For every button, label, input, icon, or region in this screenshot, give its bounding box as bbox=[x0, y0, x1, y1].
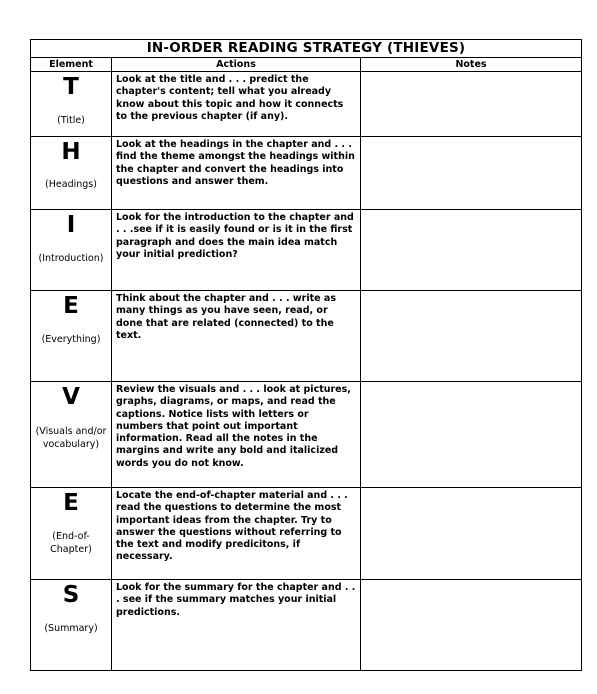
element-cell bbox=[31, 72, 112, 137]
action-cell: Look for the summary for the chapter and . . . see if the summary matches your initial predictions. bbox=[112, 580, 361, 671]
column-header-notes: Notes bbox=[361, 58, 582, 72]
element-cell bbox=[31, 210, 112, 291]
element-cell bbox=[31, 137, 112, 210]
element-letter: V bbox=[62, 384, 80, 410]
element-name: (Summary) bbox=[44, 623, 98, 634]
notes-cell[interactable] bbox=[361, 488, 582, 580]
element-cell bbox=[31, 291, 112, 382]
element-letter: H bbox=[61, 139, 81, 165]
element-letter: E bbox=[63, 293, 79, 319]
notes-cell[interactable] bbox=[361, 72, 582, 137]
element-name: (Visuals and/or vocabulary) bbox=[35, 426, 107, 450]
element-letter: T bbox=[63, 74, 79, 100]
action-cell: Look for the introduction to the chapter and . . .see if it is easily found or is it in the first paragraph and does the main idea match your initial prediction? bbox=[112, 210, 361, 291]
element-letter: E bbox=[63, 490, 79, 516]
action-cell: Locate the end-of-chapter material and . . . read the questions to determine the most important ideas from the chapter. Try to answer the questions without referring to the text and modify predicitons, if necessary. bbox=[112, 488, 361, 580]
table-row bbox=[31, 210, 582, 291]
table-row bbox=[31, 137, 582, 210]
element-name: (End-of-Chapter) bbox=[50, 531, 92, 555]
notes-cell[interactable] bbox=[361, 291, 582, 382]
element-name: (Title) bbox=[57, 115, 85, 126]
element-name: (Everything) bbox=[41, 334, 101, 345]
action-cell: Look at the headings in the chapter and . . . find the theme amongst the headings within the chapter and convert the headings into questions and answer them. bbox=[112, 137, 361, 210]
element-cell bbox=[31, 382, 112, 488]
table-row bbox=[31, 72, 582, 137]
action-cell: Look at the title and . . . predict the chapter's content; tell what you already know about this topic and how it connects to the previous chapter (if any). bbox=[112, 72, 361, 137]
table-row bbox=[31, 382, 582, 488]
element-name: (Introduction) bbox=[38, 253, 104, 264]
table-row bbox=[31, 291, 582, 382]
action-cell: Review the visuals and . . . look at pictures, graphs, diagrams, or maps, and read the captions. Notice lists with letters or numbers that point out important information. Read all the notes in the margins and write any bold and italicized words you do not know. bbox=[112, 382, 361, 488]
element-cell bbox=[31, 580, 112, 671]
element-letter: S bbox=[62, 582, 80, 608]
notes-cell[interactable] bbox=[361, 580, 582, 671]
notes-cell[interactable] bbox=[361, 210, 582, 291]
notes-cell[interactable] bbox=[361, 382, 582, 488]
notes-cell[interactable] bbox=[361, 137, 582, 210]
action-cell: Think about the chapter and . . . write as many things as you have seen, read, or done that are related (connected) to the text. bbox=[112, 291, 361, 382]
element-name: (Headings) bbox=[45, 179, 97, 190]
element-cell bbox=[31, 488, 112, 580]
thieves-strategy-table bbox=[30, 39, 582, 671]
column-header-element: Element bbox=[31, 58, 112, 72]
element-letter: I bbox=[66, 212, 76, 238]
column-header-actions: Actions bbox=[112, 58, 361, 72]
table-row bbox=[31, 488, 582, 580]
table-row bbox=[31, 580, 582, 671]
table-title: IN-ORDER READING STRATEGY (THIEVES) bbox=[31, 40, 582, 58]
